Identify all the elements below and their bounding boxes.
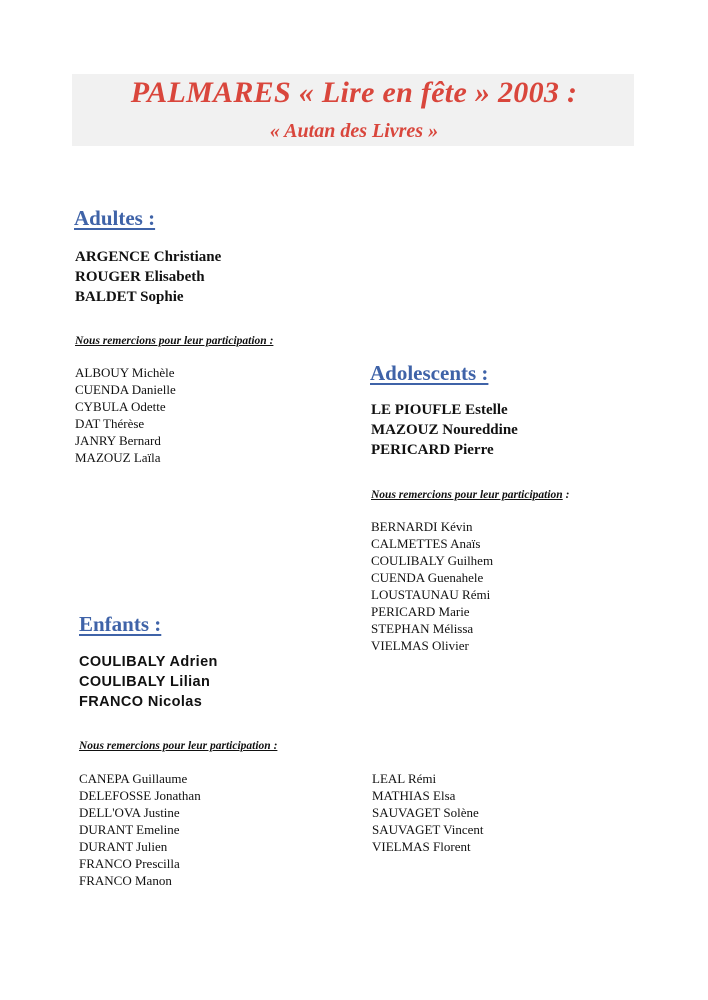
page-subtitle: « Autan des Livres » xyxy=(269,120,439,142)
thanks-text: Nous remercions pour leur participation : xyxy=(75,335,274,347)
participant-name: FRANCO Manon xyxy=(79,873,172,888)
enfants-heading: Enfants : xyxy=(79,612,162,636)
participant-name: STEPHAN Mélissa xyxy=(371,621,474,636)
participant-name: ALBOUY Michèle xyxy=(75,365,175,380)
participant-name: DURANT Julien xyxy=(79,839,168,854)
participant-name: DAT Thérèse xyxy=(75,416,145,431)
participant-name: COULIBALY Guilhem xyxy=(371,553,494,568)
enfants-participants-right xyxy=(372,770,484,855)
participant-name: LEAL Rémi xyxy=(372,771,437,786)
participant-name: DELEFOSSE Jonathan xyxy=(79,788,201,803)
adultes-participants xyxy=(75,364,176,466)
enfants-participants-left xyxy=(79,770,201,889)
enfants-thanks-label xyxy=(79,740,277,752)
participant-name: PERICARD Marie xyxy=(371,604,470,619)
participant-name: MATHIAS Elsa xyxy=(372,788,456,803)
participant-name: VIELMAS Florent xyxy=(372,839,471,854)
adolescents-heading: Adolescents : xyxy=(370,361,489,385)
adultes-thanks-label xyxy=(75,335,273,347)
participant-name: MAZOUZ Laïla xyxy=(75,450,161,465)
thanks-text: Nous remercions pour leur participation xyxy=(371,489,563,501)
winner-name: COULIBALY Adrien xyxy=(79,654,218,670)
participant-name: SAUVAGET Vincent xyxy=(372,822,484,837)
winner-name: ARGENCE Christiane xyxy=(75,249,222,265)
participant-name: CANEPA Guillaume xyxy=(79,771,188,786)
winner-name: MAZOUZ Noureddine xyxy=(371,422,518,438)
participant-name: DELL'OVA Justine xyxy=(79,805,180,820)
participant-name: JANRY Bernard xyxy=(75,433,161,448)
winner-name: LE PIOUFLE Estelle xyxy=(371,402,508,418)
thanks-text: Nous remercions pour leur participation : xyxy=(79,740,278,752)
winner-name: COULIBALY Lilian xyxy=(79,674,211,690)
winner-name: ROUGER Elisabeth xyxy=(75,269,205,285)
participant-name: FRANCO Prescilla xyxy=(79,856,180,871)
participant-name: CALMETTES Anaïs xyxy=(371,536,481,551)
participant-name: BERNARDI Kévin xyxy=(371,519,473,534)
winner-name: BALDET Sophie xyxy=(75,289,184,305)
adolescents-participants xyxy=(371,518,493,654)
participant-name: CUENDA Guenahele xyxy=(371,570,484,585)
participant-name: LOUSTAUNAU Rémi xyxy=(371,587,491,602)
adultes-winners xyxy=(75,247,221,307)
participant-name: SAUVAGET Solène xyxy=(372,805,479,820)
page-title: PALMARES « Lire en fête » 2003 : xyxy=(130,76,578,109)
thanks-colon: : xyxy=(562,489,570,501)
winner-name: FRANCO Nicolas xyxy=(79,694,203,710)
adolescents-thanks-label xyxy=(371,489,569,501)
adolescents-winners xyxy=(371,400,518,460)
winner-name: PERICARD Pierre xyxy=(371,442,494,458)
participant-name: CYBULA Odette xyxy=(75,399,166,414)
participant-name: DURANT Emeline xyxy=(79,822,180,837)
participant-name: VIELMAS Olivier xyxy=(371,638,469,653)
adultes-heading: Adultes : xyxy=(74,206,156,230)
participant-name: CUENDA Danielle xyxy=(75,382,176,397)
enfants-winners xyxy=(79,652,218,712)
